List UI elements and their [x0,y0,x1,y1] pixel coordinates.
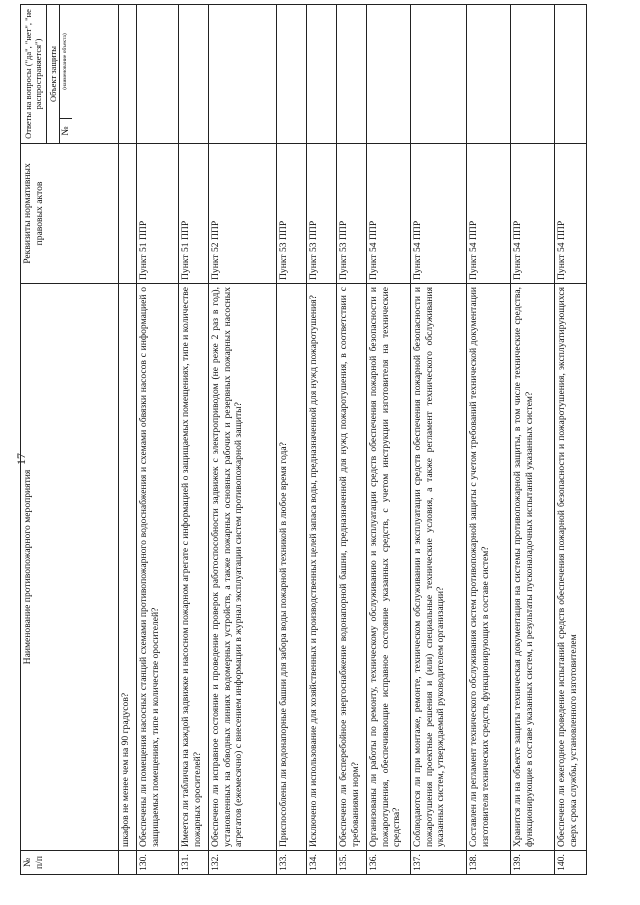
row-requisites [119,144,137,284]
row-number: 137. [411,851,467,875]
row-number: 138. [467,851,511,875]
table-row [179,5,209,875]
header-answers [21,5,119,144]
table-row [119,5,137,875]
row-requisites: Пункт 54 ППР [511,144,555,284]
row-measure: Приспособлены ли водонапорные башни для забора воды пожарной техникой в любое время года? [277,284,307,851]
header-answers-label: Ответы на вопросы ("да", "нет", "не распространяется") [23,9,44,139]
checklist-table [20,4,587,875]
row-measure: Имеется ли табличка на каждой задвижке и насосном пожарном агрегате с информацией о защищаемых помещениях, типе и количестве пожарных оросителей? [179,284,209,851]
row-number: 130. [137,851,179,875]
row-answer [137,5,179,144]
row-number [119,851,137,875]
row-requisites: Пункт 51 ППР [179,144,209,284]
table-row [137,5,179,875]
row-answer [119,5,137,144]
header-measure: Наименование противопожарного мероприятия [21,284,119,851]
row-number: 135. [337,851,367,875]
row-measure: Обеспечено ли бесперебойное энергоснабжение водонапорной башни, предназначенной для нужд пожаротушения, в соответствии с требованиями норм? [337,284,367,851]
row-answer [367,5,411,144]
row-number: 131. [179,851,209,875]
row-number: 134. [307,851,337,875]
table-row [467,5,511,875]
table-row [555,5,587,875]
row-answer [467,5,511,144]
row-requisites: Пункт 54 ППР [555,144,587,284]
row-measure: Соблюдаются ли при монтаже, ремонте, техническом обслуживании и эксплуатации средств обеспечения пожарной безопасности и пожаротушения проектные решения и (или) специальные технические условия, а также регламент технического обслуживания указанных систем, утверждаемый руководителем организации? [411,284,467,851]
row-answer [179,5,209,144]
row-number: 139. [511,851,555,875]
row-measure: Организованы ли работы по ремонту, техническому обслуживанию и эксплуатации средств обеспечения пожарной безопасности и пожаротушения, обеспечивающие исправное состояние указанных средств, с учетом инструкции изготовителя на технические средства? [367,284,411,851]
row-answer [277,5,307,144]
table-row [337,5,367,875]
row-requisites: Пункт 53 ППР [307,144,337,284]
row-measure: Обеспечено ли ежегодное проведение испытаний средств обеспечения пожарной безопасности и пожаротушения, эксплуатирующихся сверх срока службы, установленного изготовителем [555,284,587,851]
row-number: 136. [367,851,411,875]
row-number: 133. [277,851,307,875]
header-num: № п/п [21,851,119,875]
row-requisites: Пункт 51 ППР [137,144,179,284]
header-object-no: № [60,118,72,143]
row-number: 140. [555,851,587,875]
row-number: 132. [209,851,277,875]
row-measure: Составлен ли регламент технического обслуживания систем противопожарной защиты с учетом требований технической документации изготовителя технических средств, функционирующих в составе систем? [467,284,511,851]
row-requisites: Пункт 54 ППР [411,144,467,284]
row-measure: шкафов не менее чем на 90 градусов? [119,284,137,851]
row-requisites: Пункт 53 ППР [337,144,367,284]
row-measure: Хранится ли на объекте защиты техническая документация на системы противопожарной защиты, в том числе технические средства, функционирующие в составе указанных систем, и результаты пусконаладочных испытаний указанных систем? [511,284,555,851]
row-answer [511,5,555,144]
header-object: Объект защиты [46,5,59,143]
table-row [367,5,411,875]
header-requisites: Реквизиты нормативных правовых актов [21,144,119,284]
row-requisites: Пункт 54 ППР [367,144,411,284]
table-row [307,5,337,875]
row-measure: Обеспечены ли помещения насосных станций схемами противопожарного водоснабжения и схемами обвязки насосов с информацией о защищаемых помещениях, типе и количестве оросителей? [137,284,179,851]
table-row [277,5,307,875]
row-answer [555,5,587,144]
row-answer [307,5,337,144]
table-row [511,5,555,875]
table-header-row [21,5,119,875]
row-measure: Исключено ли использование для хозяйственных и производственных целей запаса воды, предназначенной для нужд пожаротушения? [307,284,337,851]
row-requisites: Пункт 54 ППР [467,144,511,284]
table-row [411,5,467,875]
table-row [209,5,277,875]
row-answer [411,5,467,144]
row-requisites: Пункт 52 ППР [209,144,277,284]
row-measure: Обеспечено ли исправное состояние и проведение проверок работоспособности задвижек с электроприводом (не реже 2 раз в год), установленных на обводных линиях водомерных устройств, а также пожарных основных рабочих и резервных пожарных насосных агрегатов (ежемесячно) с внесением информации в журнал эксплуатации систем противопожарной защиты? [209,284,277,851]
header-object-cell [59,5,72,143]
header-object-name: (наименование объекта) [62,33,69,90]
row-answer [209,5,277,144]
page-number: 17 [14,453,28,465]
row-requisites: Пункт 53 ППР [277,144,307,284]
row-answer [337,5,367,144]
